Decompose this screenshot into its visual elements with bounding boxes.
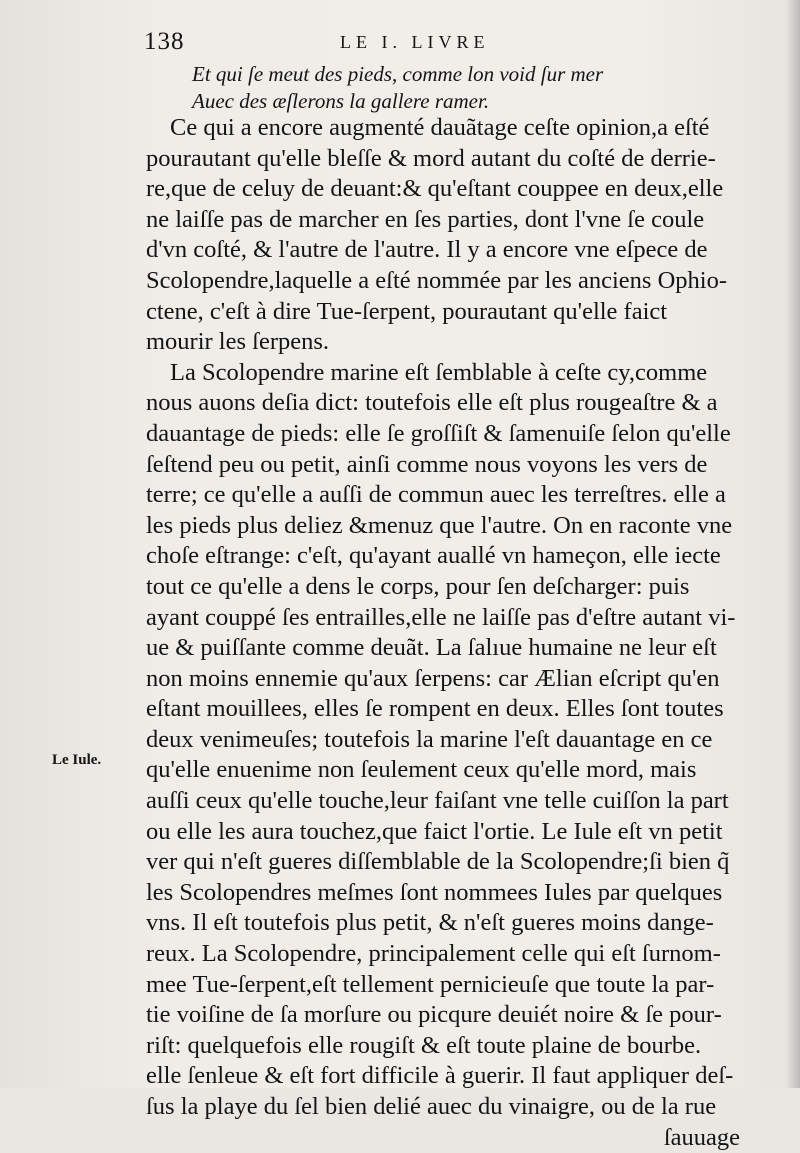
text-line: re,que de celuy de deuant:& qu'eſtant couppee en deux,elle (146, 175, 724, 203)
text-line: ſus la playe du ſel bien delié auec du vinaigre, ou de la rue (146, 1093, 717, 1120)
text-line: qu'elle enuenime non ſeulement ceux qu'elle mord, mais (146, 756, 697, 784)
text-line: mee Tue-ſerpent,eſt tellement pernicieuſe que toute la par- (146, 970, 715, 998)
text-line: Scolopendre,laquelle a eſté nommée par les anciens Ophio- (146, 266, 727, 294)
text-line: ne laiſſe pas de marcher en ſes parties, dont l'vne ſe coule (146, 205, 705, 233)
running-head: LE I. LIVRE (340, 32, 490, 52)
text-line: choſe eſtrange: c'eſt, qu'ayant auallé vn hameçon, elle iecte (146, 542, 721, 570)
page-number: 138 (144, 28, 185, 55)
body-text (146, 113, 740, 1153)
verse-line: Et qui ſe meut des pieds, comme lon void ſur mer (192, 62, 604, 86)
text-line: ver qui n'eſt gueres diſſemblable de la Scolopendre;ſi bien q̃ (146, 848, 730, 876)
text-line: nous auons deſia dict: toutefois elle eſt plus rougeaſtre & a (146, 389, 718, 417)
text-line: reux. La Scolopendre, principalement celle qui eſt ſurnom- (146, 940, 721, 968)
verse-line: Auec des æſlerons la gallere ramer. (192, 89, 490, 113)
text-line: ayant couppé ſes entrailles,elle ne laiſſe pas d'eſtre autant vi- (146, 603, 736, 631)
text-line: auſſi ceux qu'elle touche,leur faiſant vne telle cuiſſon la part (146, 787, 729, 815)
text-line: les Scolopendres meſmes ſont nommees Iules par quelques (146, 878, 723, 906)
text-line: riſt: quelquefois elle rougiſt & eſt toute plaine de bourbe. (146, 1031, 702, 1059)
text-line: dauantage de pieds: elle ſe groſſiſt & ſamenuiſe ſelon qu'elle (146, 419, 731, 447)
text-line: mourir les ſerpens. (146, 328, 330, 356)
text-line: Ce qui a encore augmenté dauãtage ceſte opinion,a eſté (170, 114, 710, 141)
text-line: tie voiſine de ſa morſure ou picqure deuiét noire & ſe pour- (146, 1001, 722, 1029)
text-line: ctene, c'eſt à dire Tue-ſerpent, pourautant qu'elle faict (146, 297, 668, 325)
text-line: d'vn coſté, & l'autre de l'autre. Il y a encore vne eſpece de (146, 236, 708, 264)
text-line: deux venimeuſes; toutefois la marine l'eſt dauantage en ce (146, 725, 713, 753)
margin-note: Le Iule. (52, 752, 102, 768)
text-line: eſtant mouillees, elles ſe rompent en deux. Elles ſont toutes (146, 695, 724, 723)
text-line: non moins ennemie qu'aux ſerpens: car Ælian eſcript qu'en (146, 664, 720, 692)
catchword: ſauuage (663, 1123, 740, 1151)
text-line: vns. Il eſt toutefois plus petit, & n'eſt gueres moins dange- (146, 909, 714, 937)
text-line: elle ſenleue & eſt fort difficile à guerir. Il faut appliquer deſ- (146, 1062, 734, 1090)
text-line: La Scolopendre marine eſt ſemblable à ceſte cy,comme (170, 358, 708, 386)
page-header (140, 28, 740, 58)
page-edge-shadow (786, 0, 800, 1088)
text-line: ſeſtend peu ou petit, ainſi comme nous voyons les vers de (146, 450, 708, 478)
text-line: les pieds plus deliez &menuz que l'autre. On en raconte vne (146, 511, 733, 539)
text-line: tout ce qu'elle a dens le corps, pour ſen deſcharger: puis (146, 572, 690, 600)
text-line: pourautant qu'elle bleſſe & mord autant du coſté de derrie- (146, 144, 716, 172)
text-line: ou elle les aura touchez,que faict l'ortie. Le Iule eſt vn petit (146, 817, 723, 845)
text-line: terre; ce qu'elle a auſſi de commun auec les terreſtres. elle a (146, 481, 726, 509)
text-line: ue & puiſſante comme deuãt. La ſalıue humaine ne leur eſt (146, 634, 717, 662)
